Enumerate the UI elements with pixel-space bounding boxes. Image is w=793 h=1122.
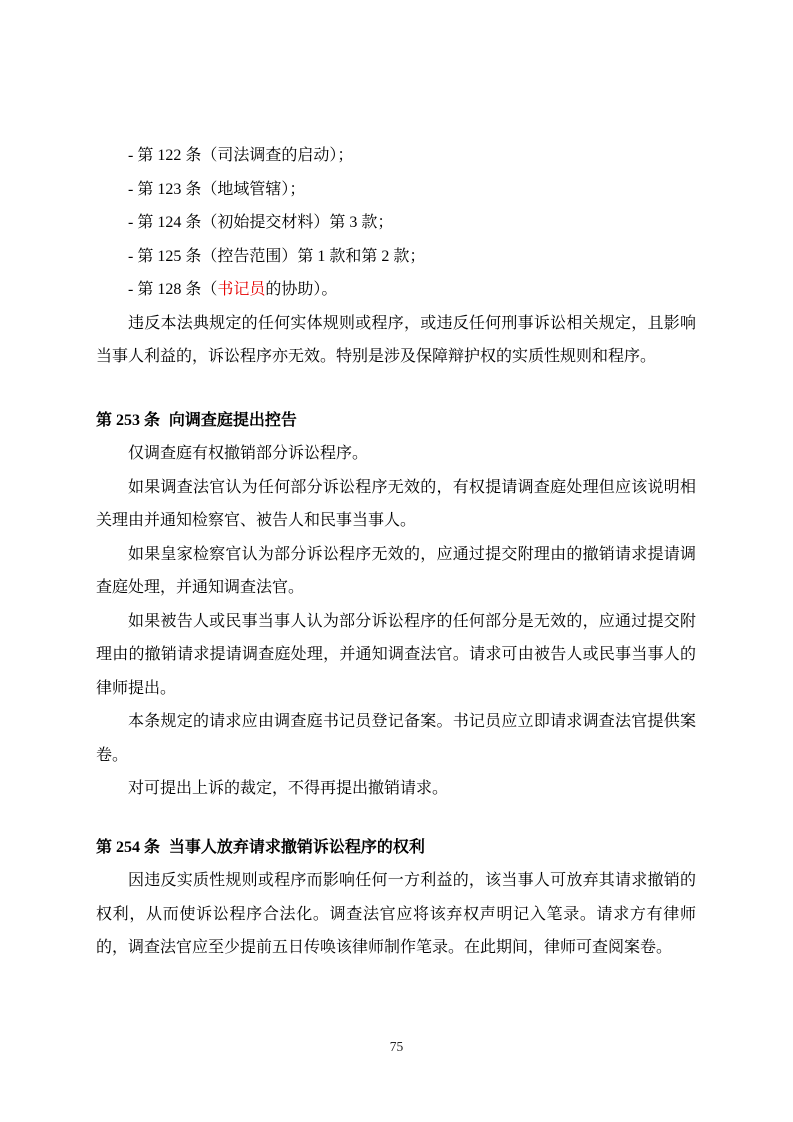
list-item-text: - 第 122 条（司法调查的启动）； [128,147,354,164]
list-item [96,139,696,173]
page-number: 75 [389,1039,404,1054]
list-item [96,273,696,307]
article-heading-title: 向调查庭提出控告 [168,411,297,429]
list-item-text: - 第 128 条（ [128,281,218,298]
article-reference-list [96,139,696,307]
document-content [96,139,696,965]
article-253-paragraph: 本条规定的请求应由调查庭书记员登记备案。书记员应立即请求调查法官提供案卷。 [96,713,696,764]
list-item-text: - 第 125 条（控告范围）第 1 款和第 2 款； [128,247,426,265]
intro-paragraph: 违反本法典规定的任何实体规则或程序，或违反任何刑事诉讼相关规定，且影响当事人利益的，诉讼程序亦无效。特别是涉及保障辩护权的实质性规则和程序。 [96,314,696,365]
article-253-paragraph: 如果调查法官认为任何部分诉讼程序无效的，有权提请调查庭处理但应该说明相关理由并通知检察官、被告人和民事当事人。 [96,478,696,529]
article-253-paragraph: 如果被告人或民事当事人认为部分诉讼程序的任何部分是无效的，应通过提交附理由的撤销请求提请调查庭处理，并通知调查法官。请求可由被告人或民事当事人的律师提出。 [96,612,696,697]
article-heading-number: 第 253 条 [96,411,161,429]
article-253-heading [96,404,696,438]
list-item [96,240,696,274]
list-item [96,206,696,240]
highlighted-term: 书记员 [217,281,266,298]
article-heading-number: 第 254 条 [96,838,161,856]
article-253-paragraph: 对可提出上诉的裁定，不得再提出撤销请求。 [128,780,449,797]
article-254-heading [96,831,696,865]
article-253-paragraph: 如果皇家检察官认为部分诉讼程序无效的，应通过提交附理由的撤销请求提请调查庭处理，并通知调查法官。 [96,545,696,596]
list-item-text: - 第 124 条（初始提交材料）第 3 款； [128,214,394,231]
article-253-paragraph: 仅调查庭有权撤销部分诉讼程序。 [128,445,369,462]
article-254-paragraph: 因违反实质性规则或程序而影响任何一方利益的，该当事人可放弃其请求撤销的权利，从而使诉讼程序合法化。调查法官应将该弃权声明记入笔录。请求方有律师的，调查法官应至少提前五日传唤该律师制作笔录。在此期间，律师可查阅案卷。 [96,872,696,956]
list-item-text: 的协助）。 [265,281,338,298]
list-item [96,173,696,207]
article-heading-title: 当事人放弃请求撤销诉讼程序的权利 [168,838,425,856]
list-item-text: - 第 123 条（地域管辖）； [128,180,306,198]
